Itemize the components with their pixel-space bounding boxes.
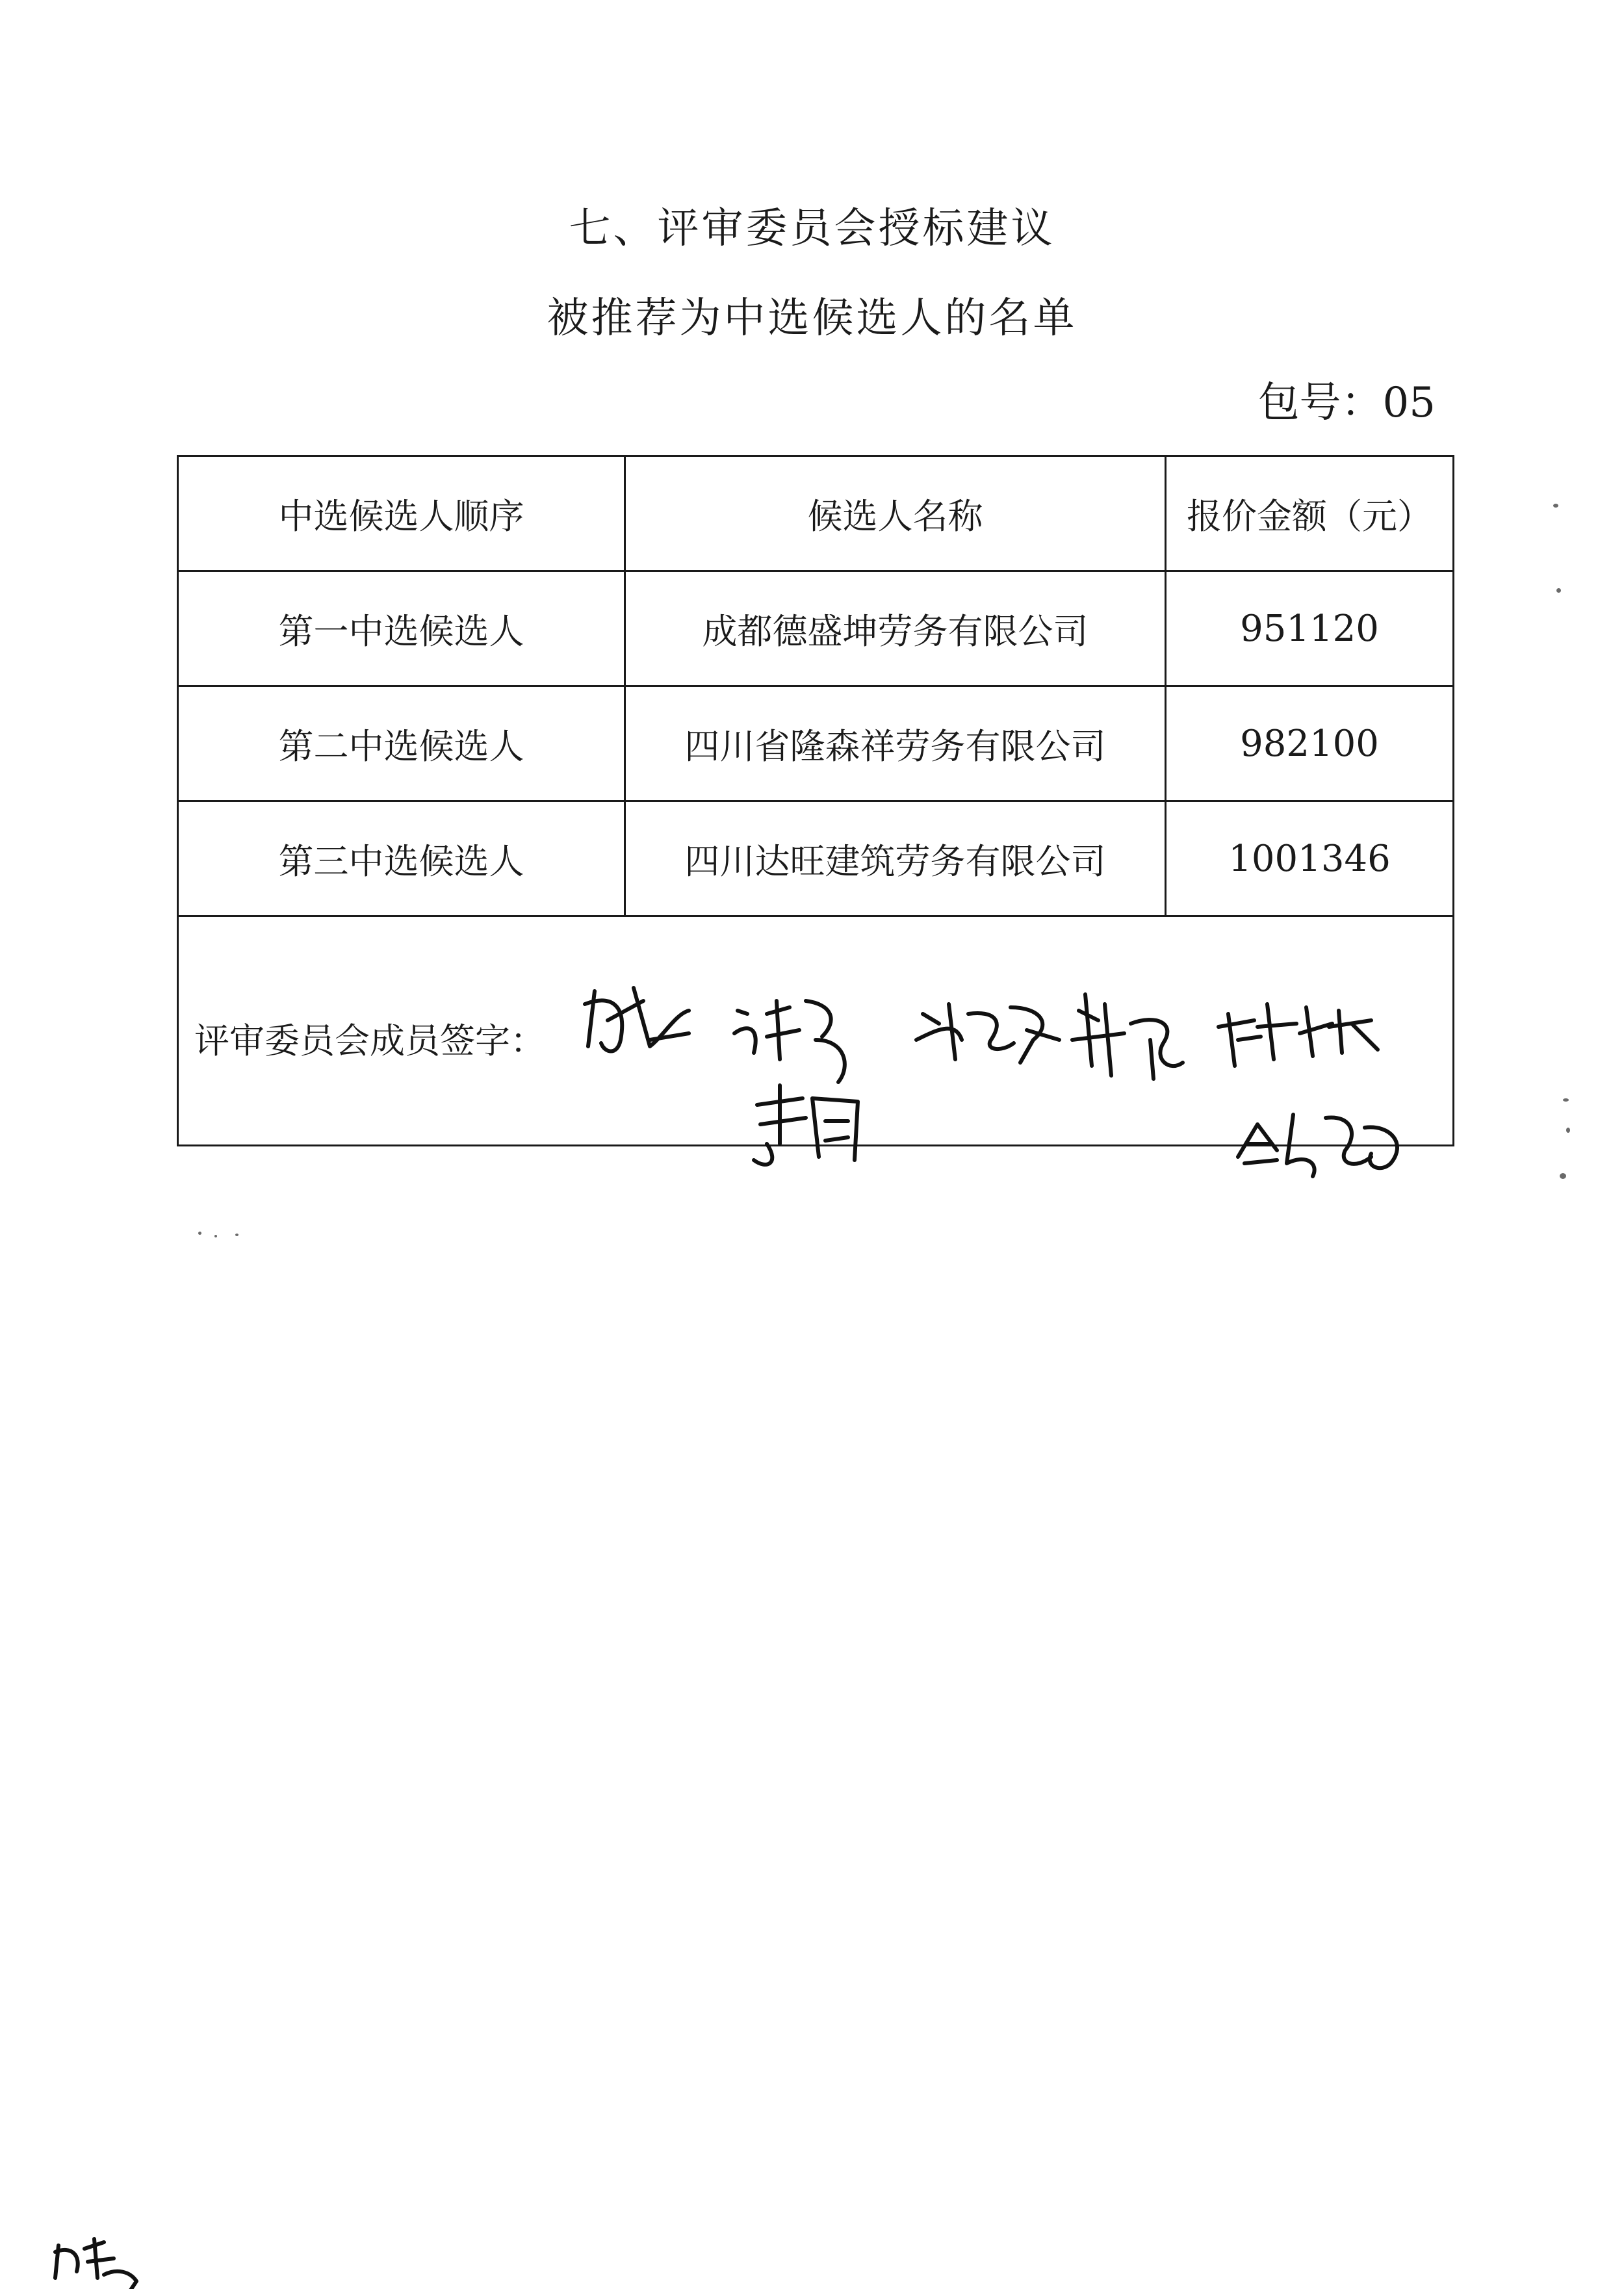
cell-candidate-name: 四川达旺建筑劳务有限公司 <box>625 801 1166 916</box>
header-rank: 中选候选人顺序 <box>178 456 625 571</box>
signature-label: 评审委员会成员签字： <box>194 1020 545 1061</box>
table-row <box>178 686 1454 801</box>
header-price: 报价金额（元） <box>1166 456 1454 571</box>
scan-speck <box>198 1232 201 1235</box>
cell-candidate-name: 成都德盛坤劳务有限公司 <box>625 571 1166 686</box>
signature-cell <box>178 916 1454 1146</box>
scan-speck <box>1566 1128 1570 1133</box>
table-row <box>178 571 1454 686</box>
cell-price: 982100 <box>1166 686 1454 801</box>
cell-rank: 第一中选候选人 <box>178 571 625 686</box>
scan-speck <box>235 1234 238 1236</box>
cell-rank: 第三中选候选人 <box>178 801 625 916</box>
scan-speck <box>1553 504 1558 508</box>
header-candidate-name: 候选人名称 <box>625 456 1166 571</box>
scan-speck <box>1556 588 1561 593</box>
cell-candidate-name: 四川省隆森祥劳务有限公司 <box>625 686 1166 801</box>
cell-rank: 第二中选候选人 <box>178 686 625 801</box>
scan-speck <box>1563 1098 1569 1102</box>
signature-row <box>178 916 1454 1146</box>
scan-speck <box>214 1235 217 1237</box>
cell-price: 1001346 <box>1166 801 1454 916</box>
list-title: 被推荐为中选候选人的名单 <box>547 294 1077 343</box>
table-header-row <box>178 456 1454 571</box>
cell-price: 951120 <box>1166 571 1454 686</box>
package-number: 包号：05 <box>1257 379 1436 427</box>
section-title: 七、评审委员会授标建议 <box>569 205 1055 253</box>
candidate-table <box>177 455 1454 1146</box>
table-row <box>178 801 1454 916</box>
footer-initials <box>55 2239 136 2289</box>
scan-speck <box>1560 1173 1566 1179</box>
